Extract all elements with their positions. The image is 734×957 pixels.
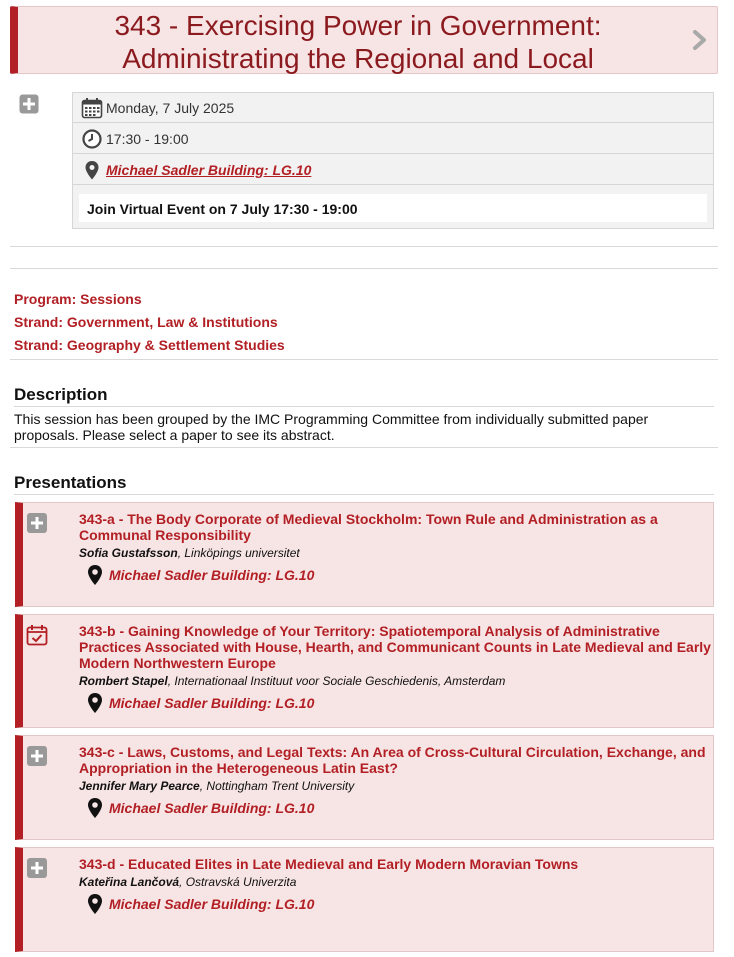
session-title-line2: Administrating the Regional and Local	[122, 43, 594, 74]
presentation-card[interactable]	[15, 735, 714, 840]
map-pin-icon	[87, 797, 103, 819]
map-pin-icon	[81, 159, 103, 181]
chevron-right-icon[interactable]	[689, 25, 711, 55]
tag-strand-government[interactable]: Strand: Government, Law & Institutions	[14, 314, 278, 330]
event-time: 17:30 - 19:00	[106, 131, 189, 147]
author-name: Jennifer Mary Pearce	[79, 779, 200, 793]
join-virtual-event[interactable]	[79, 194, 707, 222]
presentation-location[interactable]: Michael Sadler Building: LG.10	[109, 896, 315, 912]
presentation-location[interactable]: Michael Sadler Building: LG.10	[109, 695, 315, 711]
author-affiliation: , Ostravská Univerzita	[179, 875, 297, 889]
presentation-author	[79, 674, 505, 688]
clock-icon	[81, 128, 103, 150]
map-pin-icon	[87, 893, 103, 915]
presentation-title[interactable]: 343-a - The Body Corporate of Medieval Stockholm: Town Rule and Administration as a Communal Responsibility	[79, 511, 658, 543]
event-info	[72, 92, 714, 229]
divider	[10, 268, 718, 269]
calendar-check-icon[interactable]	[26, 624, 48, 646]
presentation-author	[79, 546, 300, 560]
divider	[10, 246, 718, 247]
description-heading: Description	[14, 385, 108, 404]
tag-strand-geography[interactable]: Strand: Geography & Settlement Studies	[14, 337, 285, 353]
presentation-author	[79, 779, 354, 793]
presentation-location[interactable]: Michael Sadler Building: LG.10	[109, 567, 315, 583]
calendar-icon	[81, 97, 103, 119]
session-title-line1: 343 - Exercising Power in Government:	[114, 10, 602, 41]
divider	[10, 447, 718, 448]
time-row	[73, 124, 713, 154]
divider	[14, 406, 714, 407]
map-pin-icon	[87, 692, 103, 714]
presentation-title[interactable]: 343-d - Educated Elites in Late Medieval and Early Modern Moravian Towns	[79, 856, 579, 872]
date-row	[73, 93, 713, 123]
author-name: Sofia Gustafsson	[79, 546, 178, 560]
presentations-heading: Presentations	[14, 473, 127, 492]
author-name: Rombert Stapel	[79, 674, 168, 688]
tag-program[interactable]: Program: Sessions	[14, 291, 142, 307]
presentation-card[interactable]	[15, 847, 714, 952]
plus-square-icon[interactable]	[26, 745, 48, 767]
presentation-title[interactable]: 343-c - Laws, Customs, and Legal Texts: An Area of Cross-Cultural Circulation, Exchange, and Appropriation in the Heterogeneous Latin East?	[79, 744, 706, 776]
session-title	[38, 9, 678, 75]
author-affiliation: , Nottingham Trent University	[199, 779, 355, 793]
author-affiliation: , Linköpings universitet	[177, 546, 300, 560]
presentation-card[interactable]	[15, 614, 714, 728]
presentation-author	[79, 875, 296, 889]
presentation-location[interactable]: Michael Sadler Building: LG.10	[109, 800, 315, 816]
event-date: Monday, 7 July 2025	[106, 100, 235, 116]
join-virtual-label: Join Virtual Event on 7 July 17:30 - 19:00	[87, 201, 358, 217]
add-session-icon[interactable]	[19, 94, 39, 114]
description-text: This session has been grouped by the IMC Programming Committee from individually submitted paper proposals. Please select a paper to see its abstract.	[14, 411, 649, 443]
event-location-link[interactable]: Michael Sadler Building: LG.10	[106, 162, 312, 178]
author-name: Kateřina Lančová	[79, 875, 180, 889]
divider	[10, 359, 718, 360]
location-row	[73, 155, 713, 185]
author-affiliation: , Internationaal Instituut voor Sociale Geschiedenis, Amsterdam	[167, 674, 506, 688]
map-pin-icon	[87, 564, 103, 586]
divider	[14, 494, 714, 495]
session-header	[10, 6, 718, 74]
presentation-card[interactable]	[15, 502, 714, 607]
presentation-title[interactable]: 343-b - Gaining Knowledge of Your Territory: Spatiotemporal Analysis of Administrative Practices Associated with House, Hearth, and Communicant Counts in Late Medieval and Early Modern Northwestern Europe	[79, 623, 711, 671]
plus-square-icon[interactable]	[26, 857, 48, 879]
plus-square-icon[interactable]	[26, 512, 48, 534]
